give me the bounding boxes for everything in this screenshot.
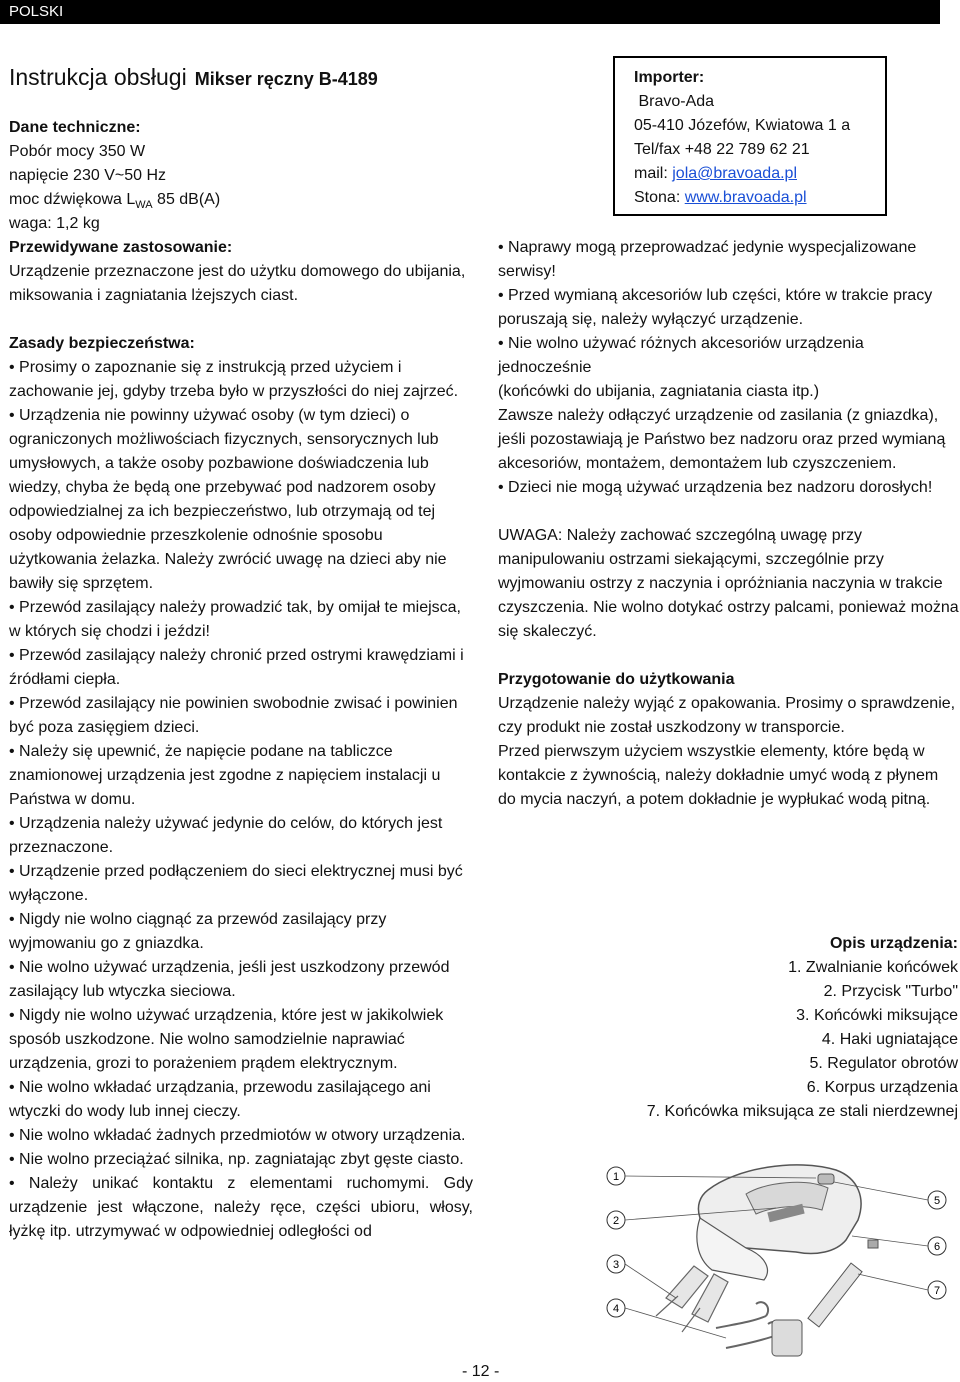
part-item: 5. Regulator obrotów bbox=[809, 1055, 958, 1072]
page-number: - 12 - bbox=[462, 1363, 500, 1380]
blender-attachment bbox=[772, 1240, 878, 1356]
right-item: (końcówki do ubijania, zagniatania ciasta itp.) bbox=[498, 383, 820, 400]
description-heading: Opis urządzenia: bbox=[829, 935, 958, 952]
right-item: Zawsze należy odłączyć urządzenie od zasilania (z gniazdka), jeśli pozostawiają je Państwo bez nadzoru oraz przed wymianą akcesoriów, montażem, demontażem lub czyszczeniem. bbox=[498, 407, 946, 472]
left-column bbox=[9, 62, 473, 1244]
page-title bbox=[9, 62, 473, 94]
use-heading: Przewidywane zastosowanie: bbox=[9, 239, 233, 256]
importer-web bbox=[634, 186, 885, 210]
mail-label: mail: bbox=[634, 165, 673, 182]
use-text: Urządzenie przeznaczone jest do użytku domowego do ubijania, miksowania i zagniatania lżejszych ciast. bbox=[9, 263, 466, 304]
title-model: Mikser ręczny B-4189 bbox=[194, 69, 378, 89]
part-item: 4. Haki ugniatające bbox=[821, 1031, 958, 1048]
safety-heading: Zasady bezpieczeństwa: bbox=[9, 335, 195, 352]
noise-subscript: WA bbox=[135, 199, 153, 212]
right-column bbox=[498, 236, 960, 812]
safety-item: • Nigdy nie wolno używać urządzenia, które jest w jakikolwiek bbox=[9, 1007, 444, 1024]
right-item: • Nie wolno używać różnych akcesoriów urządzenia jednocześnie bbox=[498, 335, 864, 376]
safety-item: sposób uszkodzone. Nie wolno samodzielnie naprawiać urządzenia, grozi to porażeniem prądem elektrycznym. bbox=[9, 1031, 405, 1072]
mail-link[interactable]: jola@bravoada.pl bbox=[672, 165, 797, 182]
part-item: 7. Końcówka miksująca ze stali nierdzewnej bbox=[646, 1103, 958, 1120]
importer-company: Bravo-Ada bbox=[638, 93, 715, 110]
safety-item: • Przewód zasilający należy prowadzić tak, by omijał te miejsca, w których się chodzi i jeździ! bbox=[9, 599, 461, 640]
prep-text-2: Przed pierwszym użyciem wszystkie elementy, które będą w kontakcie z żywnością, należy dokładnie umyć wodą z płynem do mycia naczyń, a potem dokładnie je wypłukać wodą pitną. bbox=[498, 743, 939, 808]
part-item: 3. Końcówki miksujące bbox=[796, 1007, 958, 1024]
callout-2: 2 bbox=[612, 1215, 620, 1227]
callout-7: 7 bbox=[933, 1285, 941, 1297]
prep-heading: Przygotowanie do użytkowania bbox=[498, 671, 735, 688]
device-description bbox=[558, 932, 958, 1124]
part-item: 2. Przycisk "Turbo" bbox=[823, 983, 958, 1000]
safety-item: • Urządzenie przed podłączeniem do sieci elektrycznej musi być wyłączone. bbox=[9, 863, 463, 904]
prep-text-1: Urządzenie należy wyjąć z opakowania. Prosimy o sprawdzenie, czy produkt nie został uszkodzony w transporcie. bbox=[498, 695, 956, 736]
safety-item: • Prosimy o zapoznanie się z instrukcją przed użyciem i zachowanie jej, gdyby trzeba było w przyszłości do niej zajrzeć. bbox=[9, 359, 459, 400]
safety-item: • Urządzenia należy używać jedynie do celów, do których jest przeznaczone. bbox=[9, 815, 443, 856]
safety-item: • Nie wolno używać urządzenia, jeśli jest uszkodzony przewód zasilający lub wtyczka sieciowa. bbox=[9, 959, 450, 1000]
language-header-bar bbox=[0, 0, 940, 24]
safety-item: • Przewód zasilający nie powinien swobodnie zwisać i powinien być poza zasięgiem dzieci. bbox=[9, 695, 458, 736]
right-item: • Przed wymianą akcesoriów lub części, które w trakcie pracy poruszają się, należy wyłączyć urządzenie. bbox=[498, 287, 933, 328]
callout-6: 6 bbox=[933, 1241, 941, 1253]
importer-name bbox=[634, 90, 885, 114]
callout-5: 5 bbox=[933, 1195, 941, 1207]
noise-prefix: moc dźwiękowa L bbox=[9, 191, 136, 208]
right-item: • Dzieci nie mogą używać urządzenia bez nadzoru dorosłych! bbox=[498, 479, 933, 496]
noise-suffix: 85 dB(A) bbox=[152, 191, 221, 208]
safety-item: • Należy się upewnić, że napięcie podane na tabliczce znamionowej urządzenia jest zgodne z napięciem instalacji u Państwa w domu. bbox=[9, 743, 441, 808]
safety-item: • Przewód zasilający należy chronić przed ostrymi krawędziami i źródłami ciepła. bbox=[9, 647, 464, 688]
title-main: Instrukcja obsługi bbox=[9, 64, 187, 90]
tech-heading: Dane techniczne: bbox=[9, 119, 141, 136]
web-link[interactable]: www.bravoada.pl bbox=[684, 189, 807, 206]
safety-item: • Nie wolno wkładać żadnych przedmiotów w otwory urządzenia. bbox=[9, 1127, 466, 1144]
callout-4: 4 bbox=[612, 1303, 620, 1315]
importer-mail bbox=[634, 162, 885, 186]
part-item: 1. Zwalnianie końcówek bbox=[788, 959, 958, 976]
safety-item: • Urządzenia nie powinny używać osoby (w tym dzieci) o ograniczonych możliwościach fizycznych, sensorycznych lub umysłowych, a także osoby pozbawione doświadczenia lub wiedzy, chyba że będą one przebywać pod nadzorem osoby odpowiedzialnej za ich bezpieczeństwo, lub otrzymają od tej osoby odpowiednie przeszkolenie odnośnie sposobu użytkowania żelazka. Należy zwrócić uwagę na dzieci aby nie bawiły się sprzętem. bbox=[9, 407, 447, 592]
mixer-beaters bbox=[656, 1266, 728, 1332]
safety-item: • Nie wolno przeciążać silnika, np. zagniatając zbyt gęste ciasto. bbox=[9, 1151, 464, 1168]
importer-box bbox=[613, 56, 887, 216]
tech-noise bbox=[9, 188, 473, 212]
callout-3: 3 bbox=[612, 1259, 620, 1271]
tech-power: Pobór mocy 350 W bbox=[9, 143, 146, 160]
callout-1: 1 bbox=[612, 1171, 620, 1183]
tech-voltage: napięcie 230 V~50 Hz bbox=[9, 167, 166, 184]
importer-heading: Importer: bbox=[634, 69, 705, 86]
part-item: 6. Korpus urządzenia bbox=[806, 1079, 958, 1096]
importer-tel: Tel/fax +48 22 789 62 21 bbox=[634, 141, 810, 158]
safety-item: • Nigdy nie wolno ciągnąć za przewód zasilający przy wyjmowaniu go z gniazdka. bbox=[9, 911, 387, 952]
safety-item: • Nie wolno wkładać urządzania, przewodu zasilającego ani wtyczki do wody lub innej cieczy. bbox=[9, 1079, 431, 1120]
web-label: Stona: bbox=[634, 189, 685, 206]
safety-item: • Należy unikać kontaktu z elementami ruchomymi. Gdy urządzenie jest włączone, należy ręce, części ubioru, włosy, łyżkę itp. utrzymywać w odpowiedniej odległości od bbox=[9, 1175, 473, 1240]
importer-address: 05-410 Józefów, Kwiatowa 1 a bbox=[634, 117, 851, 134]
language-label: POLSKI bbox=[9, 3, 64, 20]
tech-weight: waga: 1,2 kg bbox=[9, 215, 100, 232]
warning-text: UWAGA: Należy zachować szczególną uwagę przy manipulowaniu ostrzami siekającymi, szczególnie przy wyjmowaniu ostrzy z naczynia i opróżniania naczynia w trakcie czyszczenia. Nie wolno dotykać ostrzy palcami, ponieważ można się skaleczyć. bbox=[498, 527, 959, 640]
hand-mixer-illustration bbox=[596, 1148, 958, 1368]
right-item: • Naprawy mogą przeprowadzać jedynie wyspecjalizowane serwisy! bbox=[498, 239, 917, 280]
